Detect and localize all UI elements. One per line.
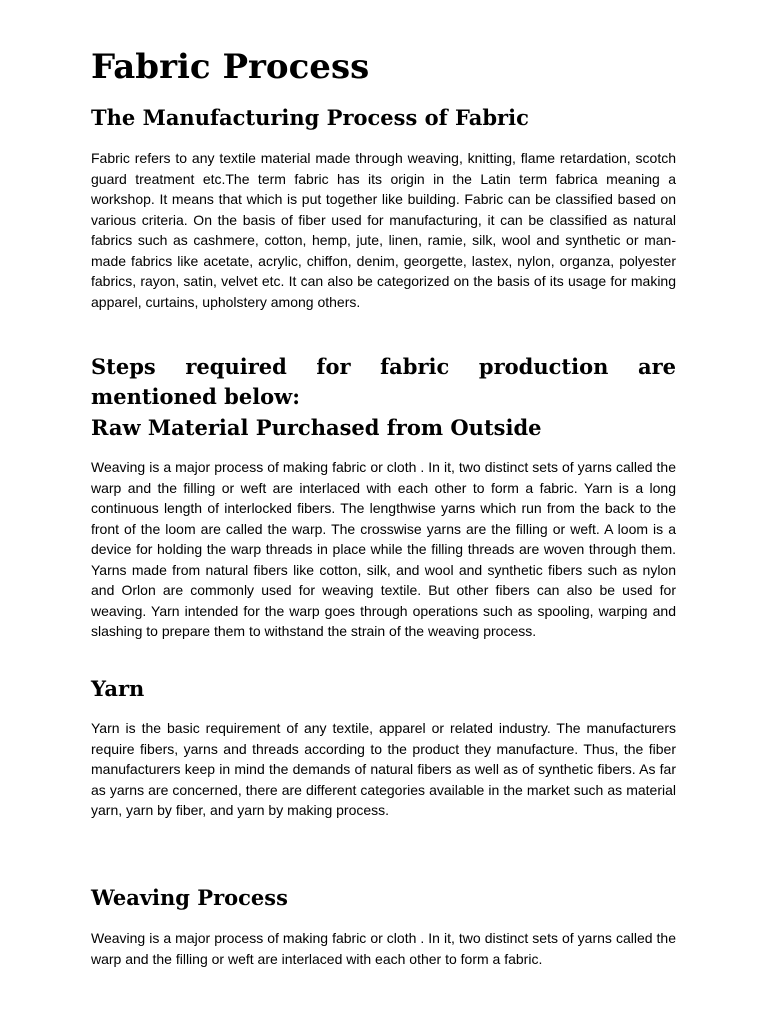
heading-steps-required: Steps required for fabric production are mentioned below:: [91, 354, 676, 409]
paragraph-raw-material: Weaving is a major process of making fabric or cloth . In it, two distinct sets of yarns called the warp and the filling or weft are interlaced with each other to form a fabric. Yarn is a long continuous length of interlocked fibers. The lengthwise yarns which run from the back to the front of the loom are called the warp. The crosswise yarns are the filling or weft. A loom is a device for holding the warp threads in place while the filling threads are woven through them. Yarns made from natural fibers like cotton, silk, and wool and synthetic fibers such as nylon and Orlon are commonly used for weaving textile. But other fibers can also be used for weaving. Yarn intended for the warp goes through operations such as spooling, warping and slashing to prepare them to withstand the strain of the weaving process.: [91, 459, 676, 639]
paragraph-yarn: Yarn is the basic requirement of any textile, apparel or related industry. The manufacturers require fibers, yarns and threads according to the product they manufacture. Thus, the fiber manufacturers keep in mind the demands of natural fibers as well as of synthetic fibers. As far as yarns are concerned, there are different categories available in the market such as material yarn, yarn by fiber, and yarn by making process.: [91, 720, 676, 818]
heading-manufacturing-process: The Manufacturing Process of Fabric: [91, 105, 529, 130]
heading-weaving-process: Weaving Process: [91, 885, 288, 910]
heading-yarn: Yarn: [91, 676, 145, 701]
paragraph-weaving-process: Weaving is a major process of making fabric or cloth . In it, two distinct sets of yarns called the warp and the filling or weft are interlaced with each other to form a fabric.: [91, 930, 676, 967]
heading-raw-material: Raw Material Purchased from Outside: [91, 415, 542, 440]
paragraph-manufacturing-process: Fabric refers to any textile material made through weaving, knitting, flame retardation, scotch guard treatment etc.The term fabric has its origin in the Latin term fabrica meaning a workshop. It means that which is put together like building. Fabric can be classified based on various criteria. On the basis of fiber used for manufacturing, it can be classified as natural fabrics such as cashmere, cotton, hemp, jute, linen, ramie, silk, wool and synthetic or man-made fabrics like acetate, acrylic, chiffon, denim, georgette, lastex, nylon, organza, polyester fabrics, rayon, satin, velvet etc. It can also be categorized on the basis of its usage for making apparel, curtains, upholstery among others.: [91, 150, 676, 310]
page-title: Fabric Process: [91, 47, 370, 87]
